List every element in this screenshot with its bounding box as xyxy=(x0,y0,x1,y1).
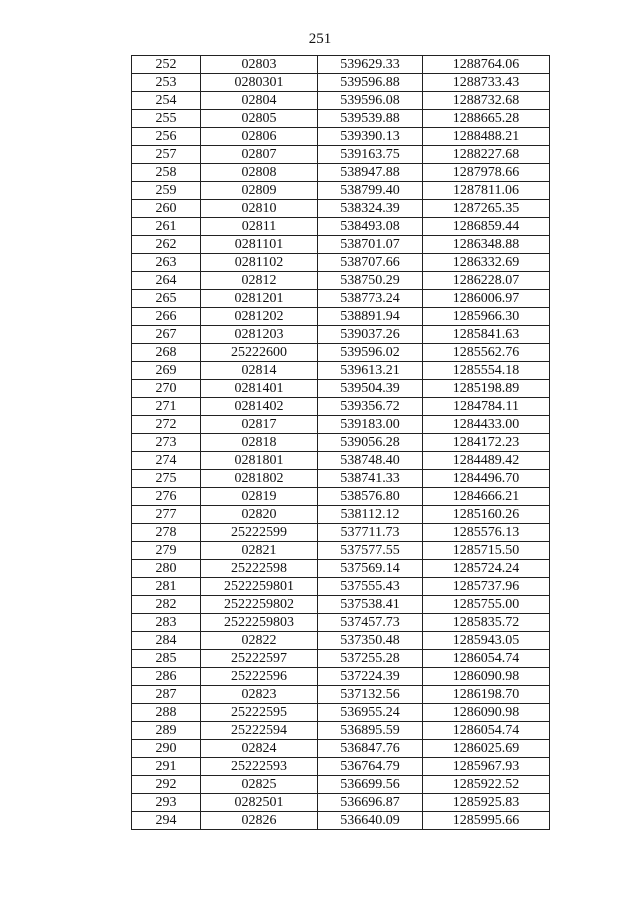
row-index-cell: 265 xyxy=(132,290,201,308)
y-coordinate-cell: 1284489.42 xyxy=(423,452,550,470)
x-coordinate-cell: 538324.39 xyxy=(318,200,423,218)
x-coordinate-cell: 539356.72 xyxy=(318,398,423,416)
x-coordinate-cell: 539037.26 xyxy=(318,326,423,344)
x-coordinate-cell: 536847.76 xyxy=(318,740,423,758)
point-code-cell: 02803 xyxy=(201,56,318,74)
x-coordinate-cell: 539163.75 xyxy=(318,146,423,164)
x-coordinate-cell: 538750.29 xyxy=(318,272,423,290)
point-code-cell: 0280301 xyxy=(201,74,318,92)
point-code-cell: 02807 xyxy=(201,146,318,164)
row-index-cell: 270 xyxy=(132,380,201,398)
x-coordinate-cell: 539390.13 xyxy=(318,128,423,146)
point-code-cell: 02806 xyxy=(201,128,318,146)
table-row xyxy=(132,416,550,434)
x-coordinate-cell: 538748.40 xyxy=(318,452,423,470)
row-index-cell: 273 xyxy=(132,434,201,452)
point-code-cell: 0281102 xyxy=(201,254,318,272)
point-code-cell: 0281801 xyxy=(201,452,318,470)
point-code-cell: 02805 xyxy=(201,110,318,128)
row-index-cell: 254 xyxy=(132,92,201,110)
x-coordinate-cell: 538112.12 xyxy=(318,506,423,524)
y-coordinate-cell: 1285160.26 xyxy=(423,506,550,524)
row-index-cell: 288 xyxy=(132,704,201,722)
y-coordinate-cell: 1288764.06 xyxy=(423,56,550,74)
x-coordinate-cell: 537711.73 xyxy=(318,524,423,542)
x-coordinate-cell: 539504.39 xyxy=(318,380,423,398)
table-row xyxy=(132,290,550,308)
x-coordinate-cell: 536699.56 xyxy=(318,776,423,794)
row-index-cell: 274 xyxy=(132,452,201,470)
x-coordinate-cell: 537555.43 xyxy=(318,578,423,596)
point-code-cell: 25222598 xyxy=(201,560,318,578)
point-code-cell: 0281401 xyxy=(201,380,318,398)
point-code-cell: 0281203 xyxy=(201,326,318,344)
table-row xyxy=(132,254,550,272)
point-code-cell: 0281201 xyxy=(201,290,318,308)
table-body xyxy=(132,56,550,830)
table-row xyxy=(132,740,550,758)
y-coordinate-cell: 1286332.69 xyxy=(423,254,550,272)
point-code-cell: 25222597 xyxy=(201,650,318,668)
row-index-cell: 271 xyxy=(132,398,201,416)
table-row xyxy=(132,380,550,398)
y-coordinate-cell: 1286054.74 xyxy=(423,722,550,740)
x-coordinate-cell: 537224.39 xyxy=(318,668,423,686)
table-row xyxy=(132,668,550,686)
y-coordinate-cell: 1285724.24 xyxy=(423,560,550,578)
table-row xyxy=(132,218,550,236)
point-code-cell: 02814 xyxy=(201,362,318,380)
y-coordinate-cell: 1286090.98 xyxy=(423,704,550,722)
point-code-cell: 0281402 xyxy=(201,398,318,416)
y-coordinate-cell: 1288488.21 xyxy=(423,128,550,146)
point-code-cell: 25222599 xyxy=(201,524,318,542)
row-index-cell: 259 xyxy=(132,182,201,200)
point-code-cell: 02811 xyxy=(201,218,318,236)
row-index-cell: 262 xyxy=(132,236,201,254)
x-coordinate-cell: 538493.08 xyxy=(318,218,423,236)
table-row xyxy=(132,614,550,632)
row-index-cell: 285 xyxy=(132,650,201,668)
point-code-cell: 25222596 xyxy=(201,668,318,686)
table-row xyxy=(132,362,550,380)
y-coordinate-cell: 1287978.66 xyxy=(423,164,550,182)
table-row xyxy=(132,758,550,776)
point-code-cell: 02812 xyxy=(201,272,318,290)
table-row xyxy=(132,596,550,614)
y-coordinate-cell: 1286090.98 xyxy=(423,668,550,686)
x-coordinate-cell: 539596.08 xyxy=(318,92,423,110)
table-row xyxy=(132,182,550,200)
table-row xyxy=(132,722,550,740)
x-coordinate-cell: 538707.66 xyxy=(318,254,423,272)
row-index-cell: 283 xyxy=(132,614,201,632)
row-index-cell: 292 xyxy=(132,776,201,794)
x-coordinate-cell: 537577.55 xyxy=(318,542,423,560)
y-coordinate-cell: 1285715.50 xyxy=(423,542,550,560)
point-code-cell: 02825 xyxy=(201,776,318,794)
row-index-cell: 291 xyxy=(132,758,201,776)
y-coordinate-cell: 1288732.68 xyxy=(423,92,550,110)
row-index-cell: 264 xyxy=(132,272,201,290)
x-coordinate-cell: 536955.24 xyxy=(318,704,423,722)
table-row xyxy=(132,632,550,650)
y-coordinate-cell: 1287265.35 xyxy=(423,200,550,218)
table-row xyxy=(132,344,550,362)
row-index-cell: 252 xyxy=(132,56,201,74)
table-row xyxy=(132,236,550,254)
point-code-cell: 25222594 xyxy=(201,722,318,740)
y-coordinate-cell: 1284433.00 xyxy=(423,416,550,434)
row-index-cell: 255 xyxy=(132,110,201,128)
row-index-cell: 256 xyxy=(132,128,201,146)
row-index-cell: 287 xyxy=(132,686,201,704)
y-coordinate-cell: 1285967.93 xyxy=(423,758,550,776)
x-coordinate-cell: 537538.41 xyxy=(318,596,423,614)
x-coordinate-cell: 538947.88 xyxy=(318,164,423,182)
table-row xyxy=(132,794,550,812)
table-row xyxy=(132,560,550,578)
table-row xyxy=(132,812,550,830)
y-coordinate-cell: 1285841.63 xyxy=(423,326,550,344)
table-row xyxy=(132,308,550,326)
x-coordinate-cell: 538773.24 xyxy=(318,290,423,308)
point-code-cell: 02818 xyxy=(201,434,318,452)
x-coordinate-cell: 537457.73 xyxy=(318,614,423,632)
point-code-cell: 02810 xyxy=(201,200,318,218)
row-index-cell: 293 xyxy=(132,794,201,812)
y-coordinate-cell: 1285943.05 xyxy=(423,632,550,650)
point-code-cell: 0281202 xyxy=(201,308,318,326)
x-coordinate-cell: 536696.87 xyxy=(318,794,423,812)
x-coordinate-cell: 539183.00 xyxy=(318,416,423,434)
point-code-cell: 0281802 xyxy=(201,470,318,488)
point-code-cell: 02819 xyxy=(201,488,318,506)
x-coordinate-cell: 536764.79 xyxy=(318,758,423,776)
point-code-cell: 02826 xyxy=(201,812,318,830)
x-coordinate-cell: 539056.28 xyxy=(318,434,423,452)
table-row xyxy=(132,74,550,92)
row-index-cell: 289 xyxy=(132,722,201,740)
table-row xyxy=(132,470,550,488)
point-code-cell: 02822 xyxy=(201,632,318,650)
table-row xyxy=(132,434,550,452)
y-coordinate-cell: 1285576.13 xyxy=(423,524,550,542)
y-coordinate-cell: 1286198.70 xyxy=(423,686,550,704)
y-coordinate-cell: 1285737.96 xyxy=(423,578,550,596)
x-coordinate-cell: 537569.14 xyxy=(318,560,423,578)
row-index-cell: 282 xyxy=(132,596,201,614)
point-code-cell: 2522259802 xyxy=(201,596,318,614)
y-coordinate-cell: 1285835.72 xyxy=(423,614,550,632)
row-index-cell: 275 xyxy=(132,470,201,488)
table-row xyxy=(132,92,550,110)
point-code-cell: 02809 xyxy=(201,182,318,200)
y-coordinate-cell: 1284666.21 xyxy=(423,488,550,506)
row-index-cell: 261 xyxy=(132,218,201,236)
y-coordinate-cell: 1286025.69 xyxy=(423,740,550,758)
row-index-cell: 266 xyxy=(132,308,201,326)
point-code-cell: 25222600 xyxy=(201,344,318,362)
row-index-cell: 276 xyxy=(132,488,201,506)
y-coordinate-cell: 1285966.30 xyxy=(423,308,550,326)
y-coordinate-cell: 1284496.70 xyxy=(423,470,550,488)
x-coordinate-cell: 537350.48 xyxy=(318,632,423,650)
table-row xyxy=(132,272,550,290)
row-index-cell: 258 xyxy=(132,164,201,182)
row-index-cell: 267 xyxy=(132,326,201,344)
table-row xyxy=(132,686,550,704)
point-code-cell: 25222593 xyxy=(201,758,318,776)
table-row xyxy=(132,200,550,218)
y-coordinate-cell: 1288733.43 xyxy=(423,74,550,92)
point-code-cell: 02821 xyxy=(201,542,318,560)
y-coordinate-cell: 1286348.88 xyxy=(423,236,550,254)
table-row xyxy=(132,488,550,506)
row-index-cell: 280 xyxy=(132,560,201,578)
x-coordinate-cell: 538799.40 xyxy=(318,182,423,200)
x-coordinate-cell: 538576.80 xyxy=(318,488,423,506)
table-row xyxy=(132,398,550,416)
y-coordinate-cell: 1286228.07 xyxy=(423,272,550,290)
coordinate-table xyxy=(131,55,550,830)
row-index-cell: 284 xyxy=(132,632,201,650)
y-coordinate-cell: 1286859.44 xyxy=(423,218,550,236)
point-code-cell: 02820 xyxy=(201,506,318,524)
x-coordinate-cell: 537255.28 xyxy=(318,650,423,668)
y-coordinate-cell: 1284784.11 xyxy=(423,398,550,416)
y-coordinate-cell: 1285198.89 xyxy=(423,380,550,398)
row-index-cell: 260 xyxy=(132,200,201,218)
y-coordinate-cell: 1285995.66 xyxy=(423,812,550,830)
x-coordinate-cell: 538891.94 xyxy=(318,308,423,326)
point-code-cell: 02804 xyxy=(201,92,318,110)
y-coordinate-cell: 1284172.23 xyxy=(423,434,550,452)
x-coordinate-cell: 539613.21 xyxy=(318,362,423,380)
row-index-cell: 279 xyxy=(132,542,201,560)
table-row xyxy=(132,56,550,74)
table-row xyxy=(132,650,550,668)
point-code-cell: 02817 xyxy=(201,416,318,434)
point-code-cell: 02823 xyxy=(201,686,318,704)
y-coordinate-cell: 1285755.00 xyxy=(423,596,550,614)
x-coordinate-cell: 539596.88 xyxy=(318,74,423,92)
y-coordinate-cell: 1288665.28 xyxy=(423,110,550,128)
x-coordinate-cell: 537132.56 xyxy=(318,686,423,704)
point-code-cell: 02824 xyxy=(201,740,318,758)
y-coordinate-cell: 1286006.97 xyxy=(423,290,550,308)
table-row xyxy=(132,326,550,344)
table-row xyxy=(132,542,550,560)
x-coordinate-cell: 539539.88 xyxy=(318,110,423,128)
table-row xyxy=(132,146,550,164)
y-coordinate-cell: 1285554.18 xyxy=(423,362,550,380)
y-coordinate-cell: 1285562.76 xyxy=(423,344,550,362)
table-row xyxy=(132,110,550,128)
table-row xyxy=(132,164,550,182)
row-index-cell: 253 xyxy=(132,74,201,92)
table-row xyxy=(132,704,550,722)
row-index-cell: 286 xyxy=(132,668,201,686)
x-coordinate-cell: 536895.59 xyxy=(318,722,423,740)
row-index-cell: 268 xyxy=(132,344,201,362)
row-index-cell: 277 xyxy=(132,506,201,524)
y-coordinate-cell: 1287811.06 xyxy=(423,182,550,200)
row-index-cell: 290 xyxy=(132,740,201,758)
row-index-cell: 257 xyxy=(132,146,201,164)
table-row xyxy=(132,128,550,146)
x-coordinate-cell: 536640.09 xyxy=(318,812,423,830)
point-code-cell: 2522259803 xyxy=(201,614,318,632)
point-code-cell: 02808 xyxy=(201,164,318,182)
table-row xyxy=(132,776,550,794)
page-number: 251 xyxy=(308,31,332,47)
x-coordinate-cell: 539596.02 xyxy=(318,344,423,362)
table-row xyxy=(132,452,550,470)
x-coordinate-cell: 538741.33 xyxy=(318,470,423,488)
point-code-cell: 0282501 xyxy=(201,794,318,812)
x-coordinate-cell: 539629.33 xyxy=(318,56,423,74)
table-row xyxy=(132,524,550,542)
y-coordinate-cell: 1285925.83 xyxy=(423,794,550,812)
row-index-cell: 281 xyxy=(132,578,201,596)
point-code-cell: 0281101 xyxy=(201,236,318,254)
y-coordinate-cell: 1286054.74 xyxy=(423,650,550,668)
row-index-cell: 272 xyxy=(132,416,201,434)
table-row xyxy=(132,506,550,524)
point-code-cell: 25222595 xyxy=(201,704,318,722)
row-index-cell: 263 xyxy=(132,254,201,272)
row-index-cell: 269 xyxy=(132,362,201,380)
y-coordinate-cell: 1285922.52 xyxy=(423,776,550,794)
x-coordinate-cell: 538701.07 xyxy=(318,236,423,254)
table-row xyxy=(132,578,550,596)
row-index-cell: 278 xyxy=(132,524,201,542)
y-coordinate-cell: 1288227.68 xyxy=(423,146,550,164)
row-index-cell: 294 xyxy=(132,812,201,830)
point-code-cell: 2522259801 xyxy=(201,578,318,596)
